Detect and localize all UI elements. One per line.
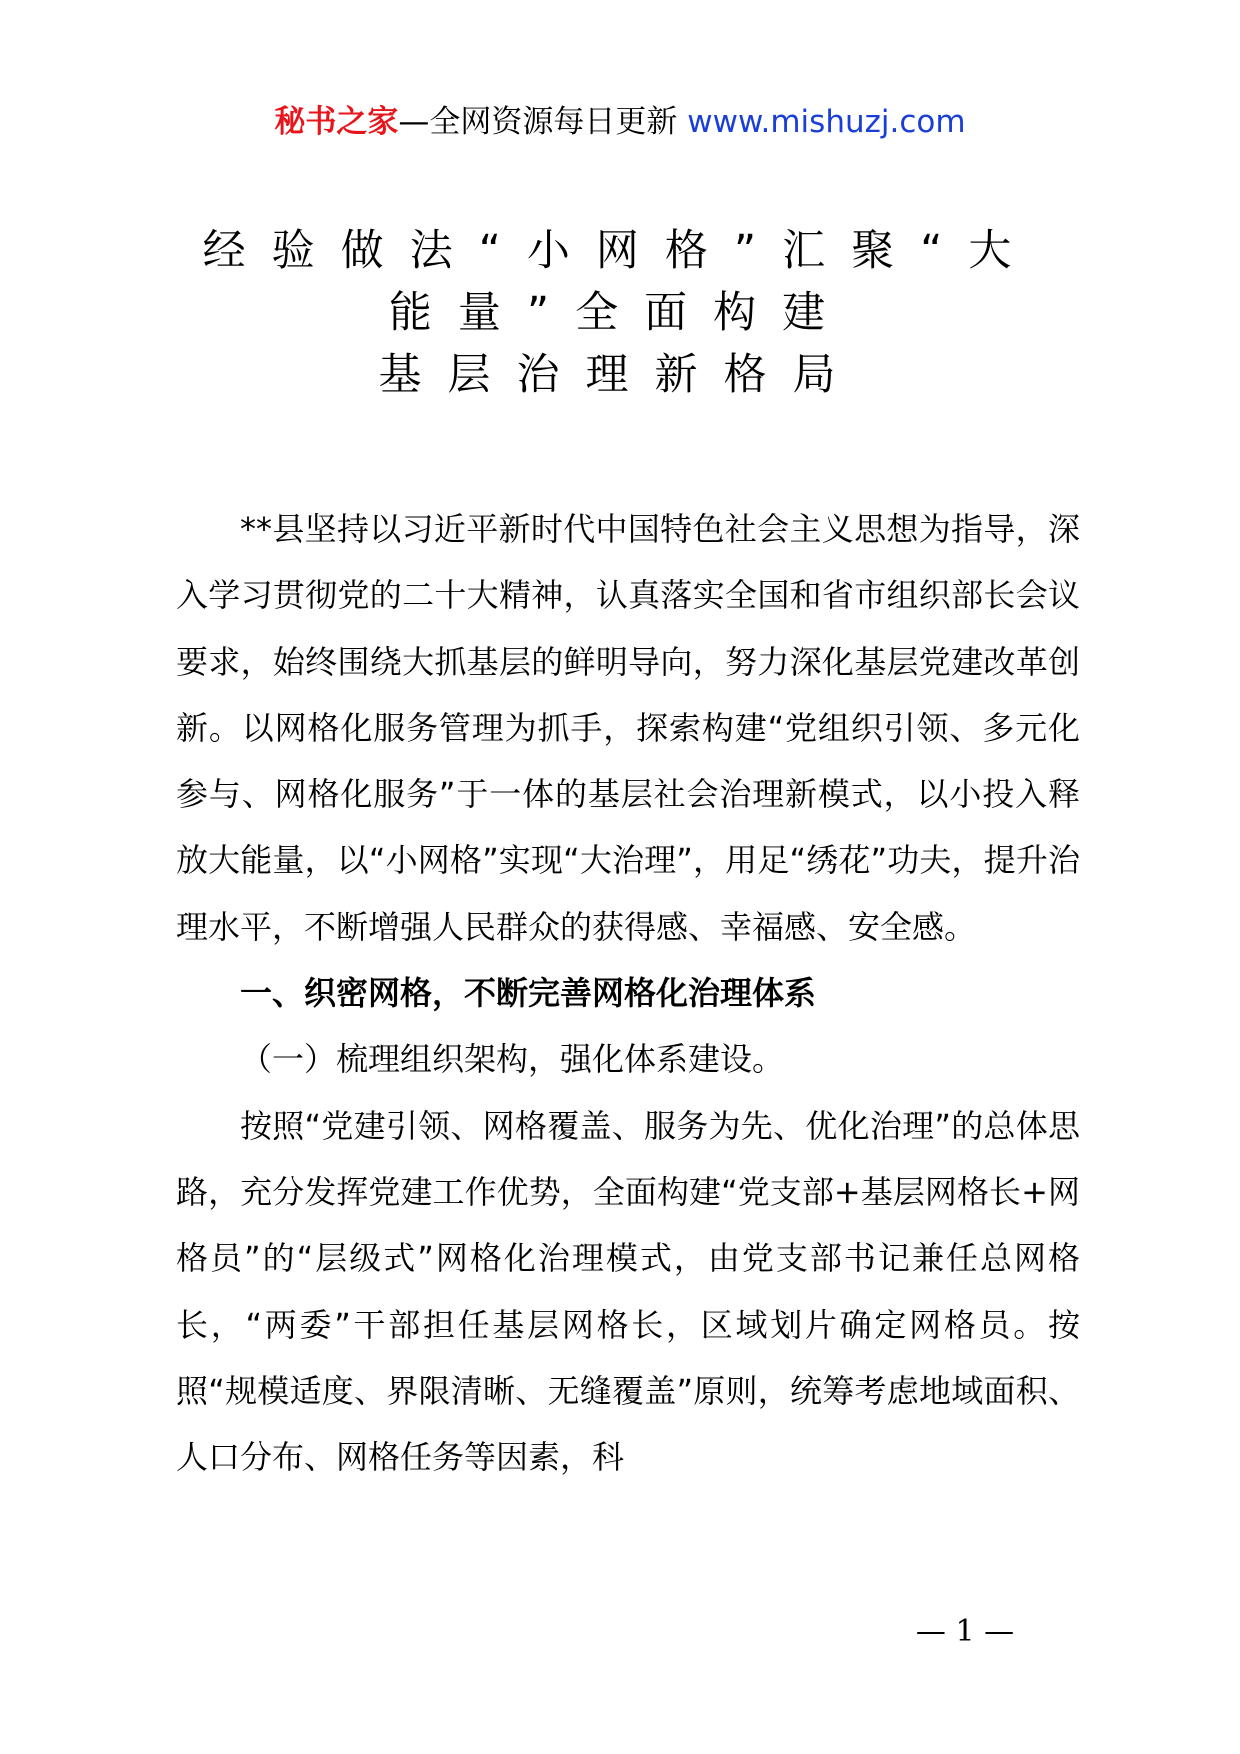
brand-name: 秘书之家 [274,104,399,140]
document-body [176,496,1080,1490]
section-heading-1: 一、织密网格，不断完善网格化治理体系 [240,974,817,1013]
body-paragraph: 按照“党建引领、网格覆盖、服务为先、优化治理”的总体思路，充分发挥党建工作优势，全面构建“党支部+基层网格长+网格员”的“层级式”网格化治理模式，由党支部书记兼任总网格长，“两委”干部担任基层网格长，区域划片确定网格员。按照“规模适度、界限清晰、无缝覆盖”原则，统筹考虑地域面积、人口分布、网格任务等因素，科 [176,1106,1080,1477]
header-slogan: —全网资源每日更新 [398,104,688,140]
header-banner [0,100,1240,144]
website-link[interactable]: www.mishuzj.com [687,104,966,140]
page-number: — 1 — [915,1614,1015,1649]
document-title [170,220,1070,406]
subsection-heading-1: （一）梳理组织架构，强化体系建设。 [240,1040,785,1079]
title-line-3: 基层治理新格局 [378,350,862,400]
title-line-2: 能量”全面构建 [388,288,852,338]
intro-paragraph: **县坚持以习近平新时代中国特色社会主义思想为指导，深入学习贯彻党的二十大精神，认真落实全国和省市组织部长会议要求，始终围绕大抓基层的鲜明导向，努力深化基层党建改革创新。以网格化服务管理为抓手，探索构建“党组织引领、多元化参与、网格化服务”于一体的基层社会治理新模式，以小投入释放大能量，以“小网格”实现“大治理”，用足“绣花”功夫，提升治理水平，不断增强人民群众的获得感、幸福感、安全感。 [176,510,1080,946]
title-line-1: 经验做法“小网格”汇聚“大 [202,226,1038,276]
